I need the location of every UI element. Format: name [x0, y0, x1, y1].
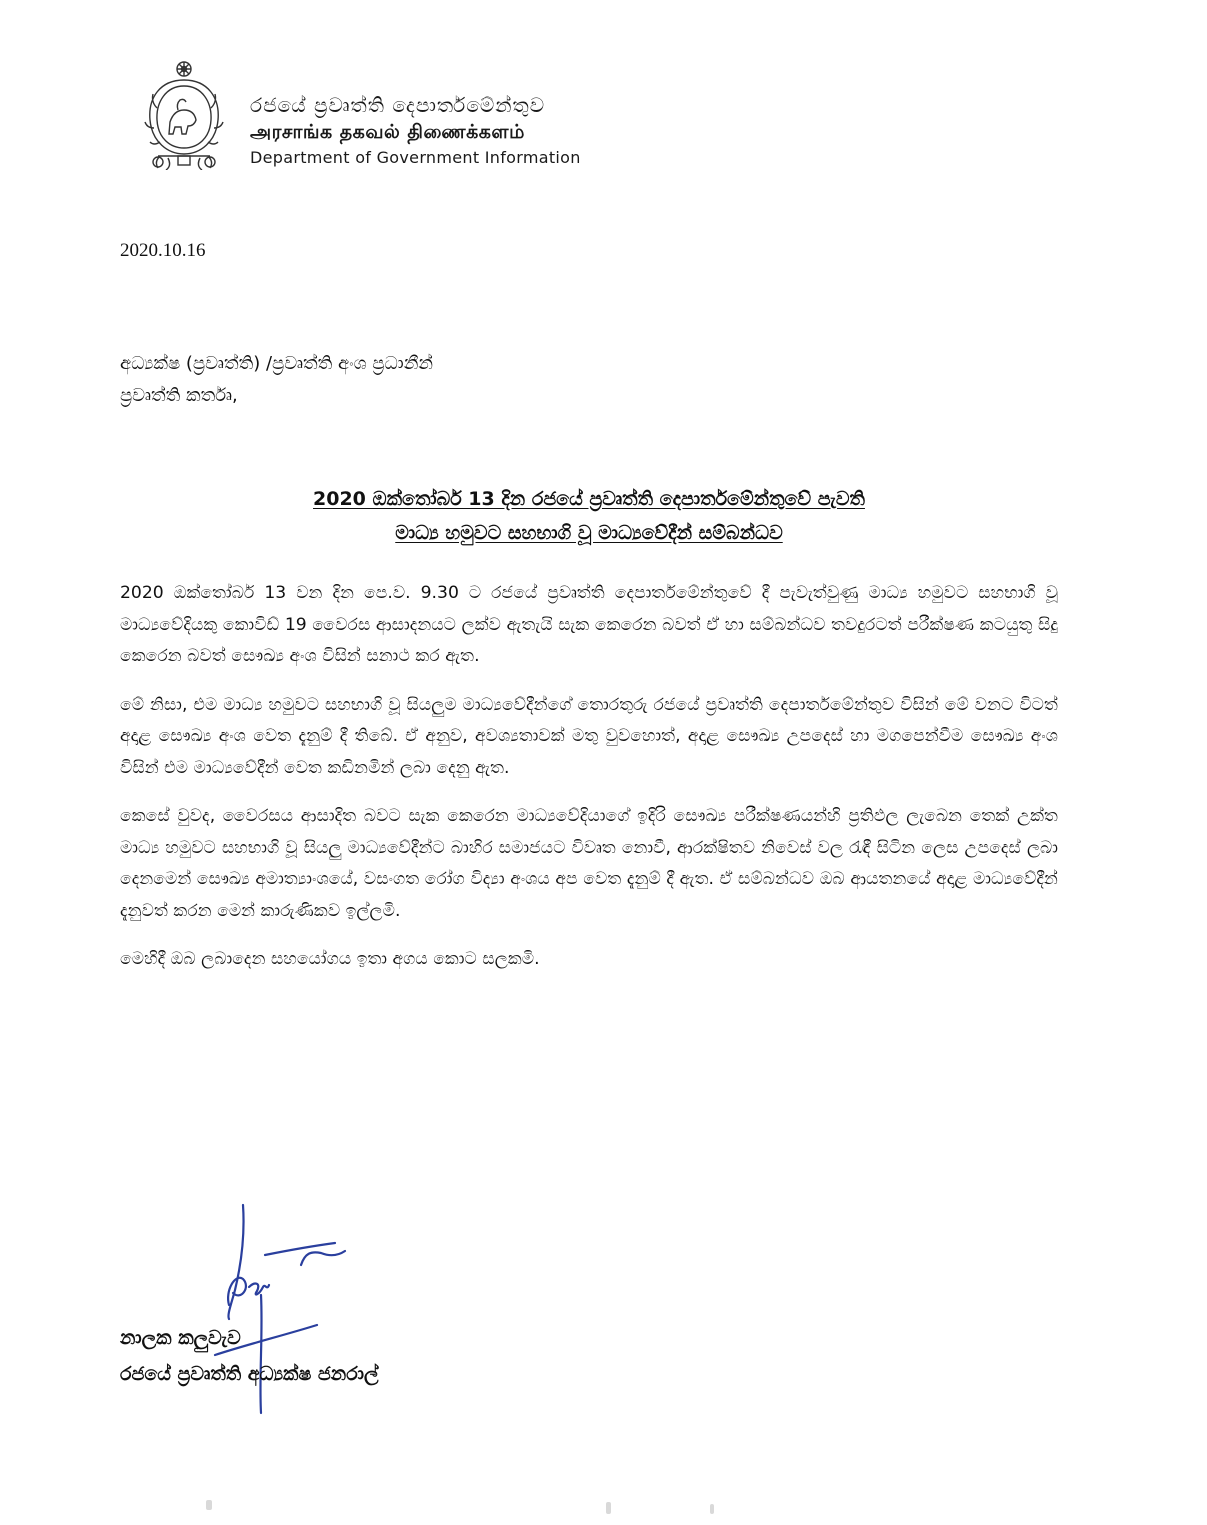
scan-speck [606, 1502, 611, 1514]
body-paragraph-1: 2020 ඔක්තෝබර් 13 වන දින පෙ.ව. 9.30 ට රජයේ ප්‍රවෘත්ති දෙපාර්තමේන්තුවේ දී පැවැත්වුණු මාධ්‍ය හමුවට සහභාගි වූ මාධ්‍යවේදියකු කොවිඩ් 19 වෛරස ආසාදනයට ලක්ව ඇතැයි සැක කෙරෙන බවත් ඒ හා සම්බන්ධව තවදුරටත් පරීක්ෂණ කටයුතු සිදු කෙරෙන බවත් සෞඛ්‍ය අංශ විසින් සනාථ කර ඇත. [120, 583, 1058, 666]
letterhead-tamil: அரசாங்க தகவல் திணைக்களம் [250, 121, 525, 143]
signatory-name: නාලක කලුවැව [120, 1327, 241, 1349]
letter-body [120, 578, 1058, 993]
scan-speck [710, 1504, 714, 1514]
body-paragraph-3: කෙසේ වුවද, වෛරසය ආසාදිත බවට සැක කෙරෙන මාධ්‍යවේදියාගේ ඉදිරි සෞඛ්‍ය පරීක්ෂණයන්හි ප්‍රතිඵල ලැබෙන තෙක් උක්ත මාධ්‍ය හමුවට සහභාගි වූ සියලු මාධ්‍යවේදීන්ට බාහිර සමාජයට විවෘත නොවී, ආරක්ෂිතව නිවෙස් වල රැඳී සිටින ලෙස උපදෙස් ලබා දෙනමෙන් සෞඛ්‍ය අමාත්‍යාංශයේ, වසංගත රෝග විද්‍යා අංශය අප වෙත දැනුම් දී ඇත. ඒ සම්බන්ධව ඔබ ආයතනයේ අදාළ මාධ්‍යවේදීන් දැනුවත් කරන මෙන් කාරුණිකව ඉල්ලමි. [120, 806, 1058, 921]
letterhead-sinhala: රජයේ ප්‍රවෘත්ති දෙපාර්තමේන්තුව [250, 93, 546, 117]
addressee-line-2: ප්‍රවෘත්ති කර්තෘ, [120, 385, 238, 406]
letterhead-english: Department of Government Information [250, 148, 581, 167]
letterhead [250, 92, 670, 170]
signatory-title: රජයේ ප්‍රවෘත්ති අධ්‍යක්ෂ ජනරාල් [120, 1363, 379, 1385]
scan-speck [206, 1500, 212, 1510]
addressee-line-1: අධ්‍යක්ෂ (ප්‍රවෘත්ති) /ප්‍රවෘත්ති අංශ ප්‍රධානීන් [120, 353, 433, 374]
state-emblem-icon [138, 58, 230, 170]
body-paragraph-2: මේ නිසා, එම මාධ්‍ය හමුවට සහභාගි වූ සියලුම මාධ්‍යවේදීන්ගේ තොරතුරු රජයේ ප්‍රවෘත්ති දෙපාර්තමේන්තුව විසින් මේ වනට විටත් අදාළ සෞඛ්‍ය අංශ වෙත දැනුම් දී තිබේ. ඒ අනුව, අවශ්‍යතාවක් මතු වුවහොත්, අදාළ සෞඛ්‍ය උපදෙස් හා මගපෙන්වීම සෞඛ්‍ය අංශ විසින් එම මාධ්‍යවේදීන් වෙත කඩිනමින් ලබා දෙනු ඇත. [120, 694, 1058, 778]
subject-line-1: 2020 ඔක්තෝබර් 13 දින රජයේ ප්‍රවෘත්ති දෙපාර්තමේන්තුවේ පැවති [313, 488, 865, 510]
body-paragraph-4: මෙහිදී ඔබ ලබාදෙන සහයෝගය ඉතා අගය කොට සලකමි. [120, 949, 540, 969]
subject-line-2: මාධ්‍ය හමුවට සහභාගි වූ මාධ්‍යවේදීන් සම්බන්ධව [395, 522, 783, 544]
letter-subject [120, 482, 1058, 550]
addressee [120, 348, 433, 412]
signatory-block [120, 1320, 378, 1392]
letter-date: 2020.10.16 [120, 240, 206, 261]
